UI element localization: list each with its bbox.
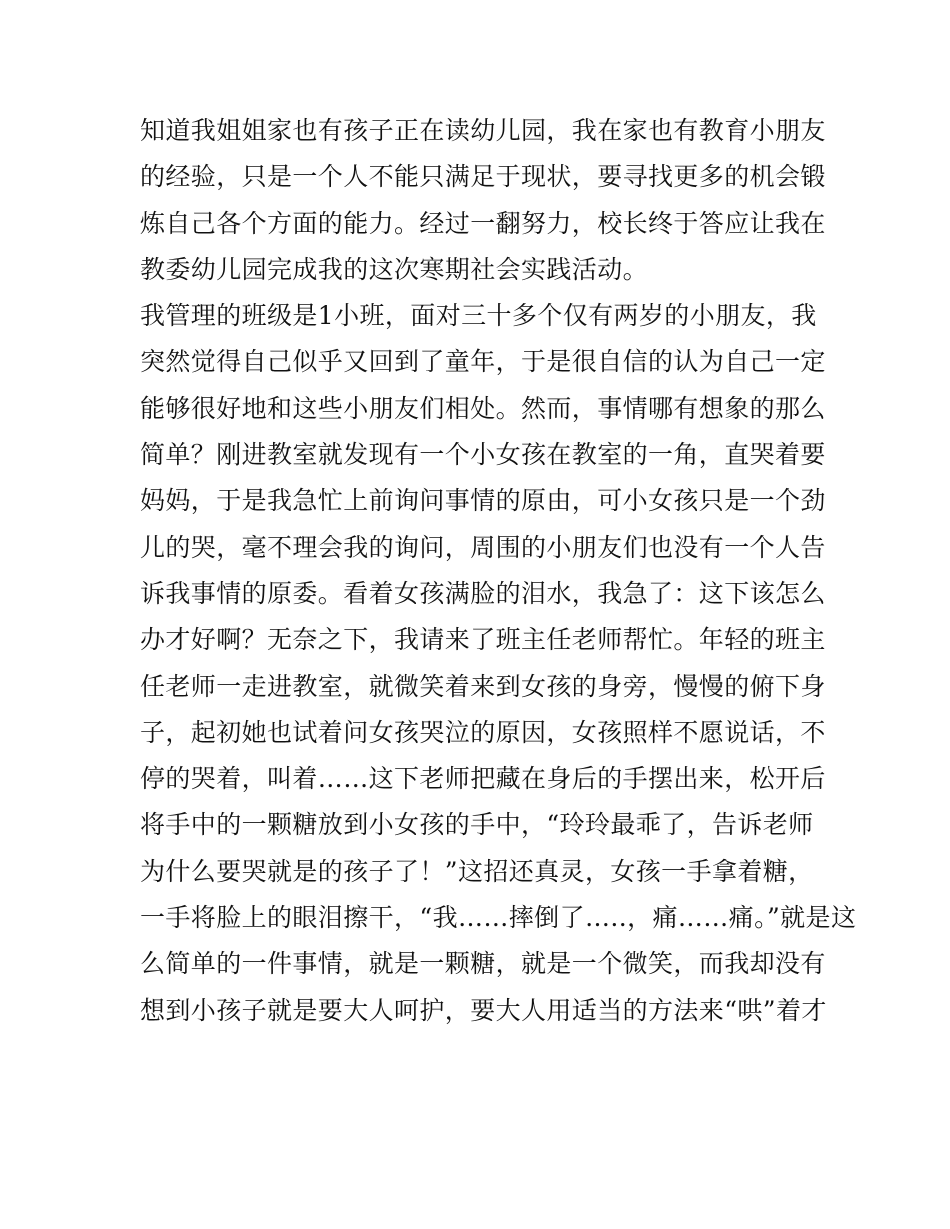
text-line: 突然觉得自己似乎又回到了童年，于是很自信的认为自己一定: [140, 347, 826, 377]
text-line: 停的哭着，叫着……这下老师把藏在身后的手摆出来，松开后: [140, 764, 826, 794]
text-line: 简单？刚进教室就发现有一个小女孩在教室的一角，直哭着要: [140, 440, 826, 470]
text-line: 炼自己各个方面的能力。经过一翻努力，校长终于答应让我在: [140, 208, 826, 238]
text-line: 知道我姐姐家也有孩子正在读幼儿园，我在家也有教育小朋友: [140, 116, 826, 145]
text-line: 我管理的班级是1小班，面对三十多个仅有两岁的小朋友，我: [140, 301, 817, 331]
text-line: 妈妈，于是我急忙上前询问事情的原由，可小女孩只是一个劲: [140, 486, 826, 516]
text-line: 任老师一走进教室，就微笑着来到女孩的身旁，慢慢的俯下身: [140, 671, 826, 701]
text-line: 将手中的一颗糖放到小女孩的手中，“玲玲最乖了，告诉老师: [140, 810, 814, 840]
text-line: 一手将脸上的眼泪擦干，“我……摔倒了…..，痛……痛。”就是这: [140, 903, 857, 933]
text-line: 子，起初她也试着问女孩哭泣的原因，女孩照样不愿说话，不: [140, 717, 826, 747]
text-line: 能够很好地和这些小朋友们相处。然而，事情哪有想象的那么: [140, 393, 826, 423]
text-line: 办才好啊？无奈之下，我请来了班主任老师帮忙。年轻的班主: [140, 625, 826, 655]
text-line: 为什么要哭就是的孩子了！”这招还真灵，女孩一手拿着糖，: [140, 856, 814, 886]
text-line: 么简单的一件事情，就是一颗糖，就是一个微笑，而我却没有: [140, 949, 826, 979]
text-line: 诉我事情的原委。看着女孩满脸的泪水，我急了：这下该怎么: [140, 578, 826, 608]
text-line: 想到小孩子就是要大人呵护，要大人用适当的方法来“哄”着才: [140, 995, 827, 1025]
text-line: 儿的哭，毫不理会我的询问，周围的小朋友们也没有一个人告: [140, 532, 826, 562]
text-line: 教委幼儿园完成我的这次寒期社会实践活动。: [140, 254, 649, 284]
body-text: [140, 108, 857, 1034]
text-line: 的经验，只是一个人不能只满足于现状，要寻找更多的机会锻: [140, 162, 826, 192]
